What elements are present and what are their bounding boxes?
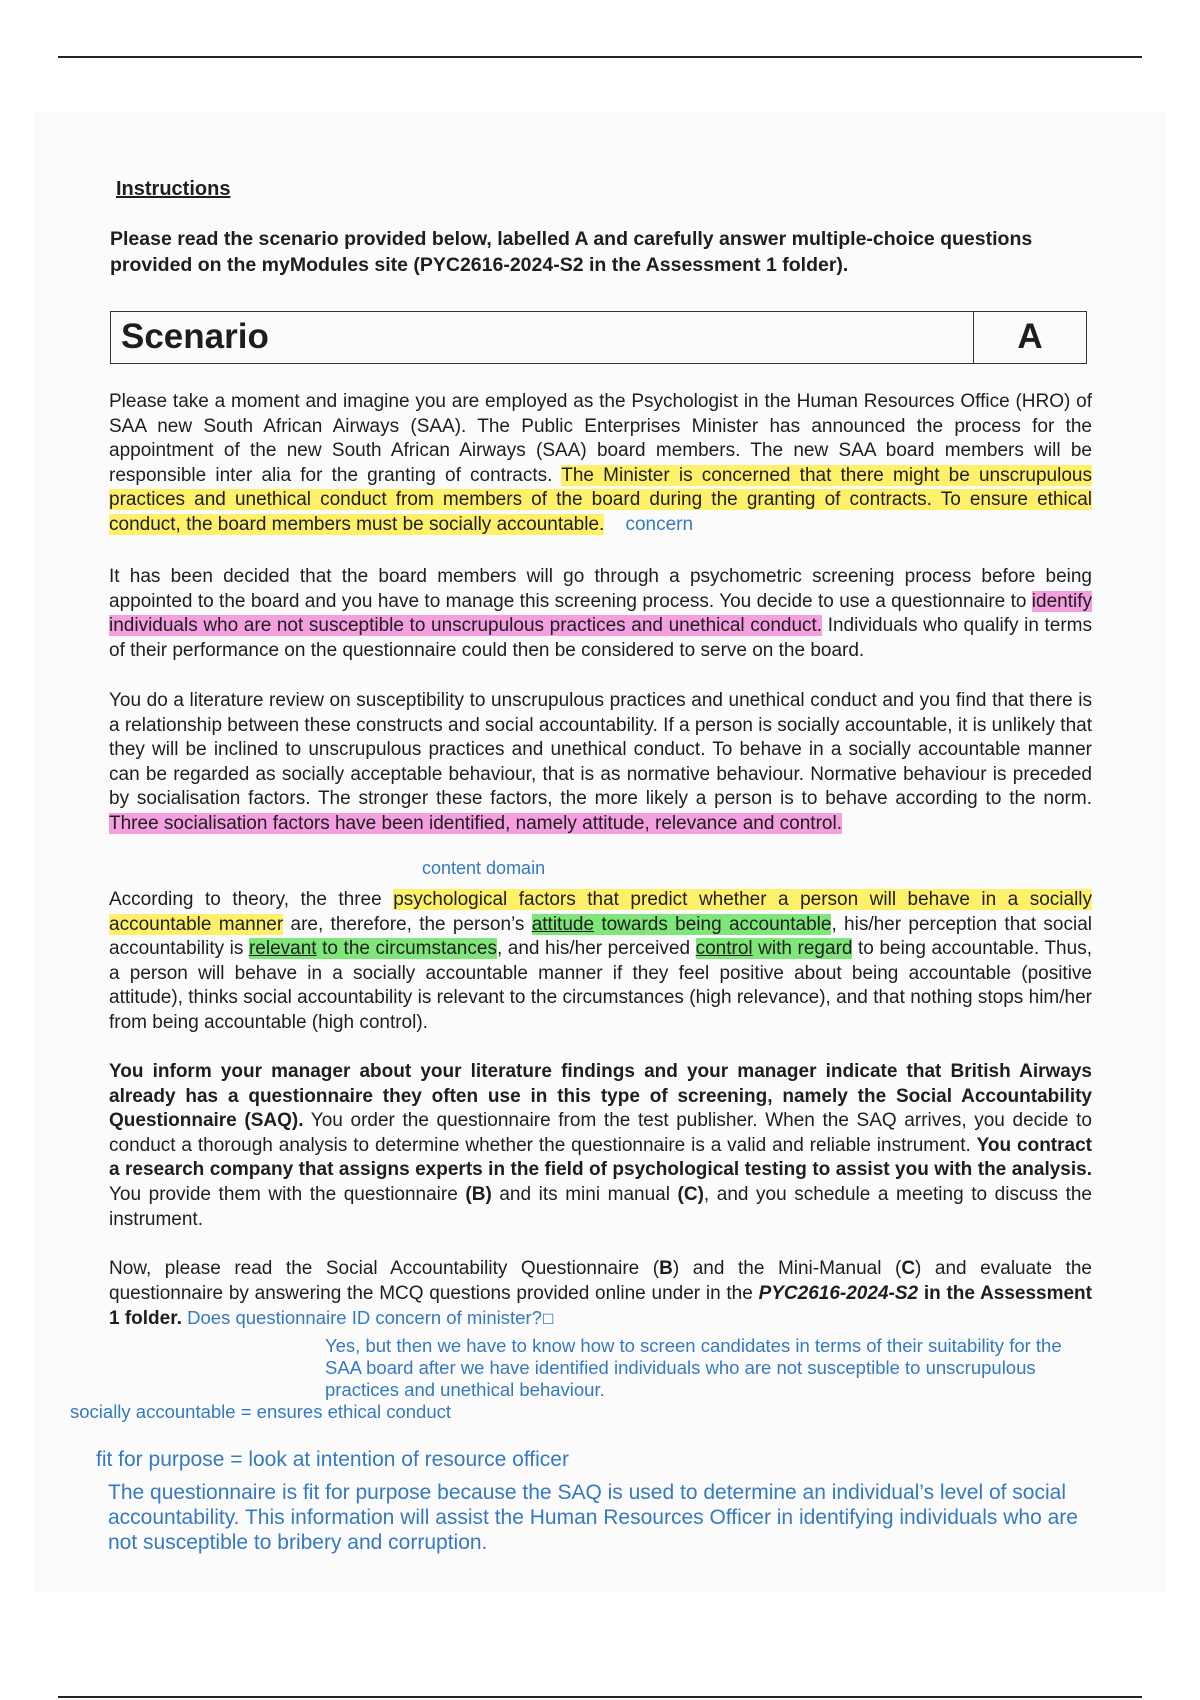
instructions-body: Please read the scenario provided below, labelled A and carefully answer multiple-choice questions provided on the myModules site (PYC2616-2024-S2 in the Assessment 1 folder). <box>110 228 1033 276</box>
p6-text-2: ) and the Mini-Manual ( <box>672 1258 902 1279</box>
paragraph-5 <box>109 1060 1092 1232</box>
p5-text-3: and its mini manual <box>491 1183 678 1205</box>
p5-label-b: (B) <box>465 1183 492 1205</box>
checkbox-glyph-icon: ☐ <box>541 1311 555 1328</box>
note-fit-for-purpose: fit for purpose = look at intention of resource officer <box>96 1448 569 1471</box>
p2-text-1: It has been decided that the board members will go through a psychometric screening process before being appointed to the board and you have to manage this screening process. You decide to use a questionnaire to <box>109 566 1092 612</box>
note-socially-accountable: socially accountable = ensures ethical conduct <box>70 1401 452 1422</box>
scenario-title: Scenario <box>111 312 974 363</box>
p4-text-2: are, therefore, the person’s <box>283 913 532 935</box>
p4-relevant-word: relevant <box>248 938 317 960</box>
p6-text-1: Now, please read the Social Accountability Questionnaire ( <box>109 1258 660 1279</box>
scenario-letter: A <box>1017 317 1043 356</box>
p6-text-3: ) and evaluate the questionnaire by answering the MCQ questions provided online under in the <box>109 1258 1092 1304</box>
scenario-header-box <box>110 311 1087 364</box>
p6-label-b: B <box>659 1258 673 1279</box>
p5-text-2: You provide them with the questionnaire <box>109 1183 466 1205</box>
paragraph-6 <box>109 1257 1092 1332</box>
p5-bold-1: You inform your manager about your literature findings and your manager indicate that British Airways already has a questionnaire they often use in this type of screening, namely the Social Accountability Questionnaire (SAQ). <box>109 1061 1092 1132</box>
p4-text-4: , and his/her perceived <box>496 938 696 960</box>
note-content-domain: content domain <box>422 858 546 878</box>
p4-highlight-control <box>696 938 853 959</box>
p6-label-c: C <box>901 1258 916 1279</box>
p4-control-word: control <box>695 938 753 960</box>
p4-highlight-relevant <box>249 938 497 959</box>
p4-highlight-attitude <box>532 914 832 935</box>
note-concern: concern <box>625 513 694 535</box>
p3-highlight: Three socialisation factors have been identified, namely attitude, relevance and control. <box>109 812 842 834</box>
p4-control-rest: with regard <box>752 938 853 960</box>
p3-text: You do a literature review on susceptibility to unscrupulous practices and unethical conduct and you find that there is a relationship between these constructs and social accountability. If a person is socially accountable, it is unlikely that they will be inclined to unscrupulous practices and unethical conduct. To behave in a socially accountable manner can be regarded as socially acceptable behaviour, that is as normative behaviour. Normative behaviour is preceded by socialisation factors. The stronger these factors, the more likely a person is to behave according to the norm. <box>109 690 1092 810</box>
p1-highlight: The Minister is concerned that there might be unscrupulous practices and unethical conduct from members of the board during the granting of contracts. To ensure ethical conduct, the board members must be socially accountable. <box>109 464 1092 535</box>
note-question: Does questionnaire ID concern of minister? <box>187 1307 542 1329</box>
p6-course-code: PYC2616-2024-S2 <box>758 1282 919 1304</box>
instructions-heading: Instructions <box>116 178 231 200</box>
p5-label-c: (C) <box>677 1183 704 1205</box>
p4-highlight-factors: psychological factors that predict whether a person will behave in a socially accountable manner <box>109 889 1093 935</box>
p4-attitude-word: attitude <box>531 913 595 935</box>
p2-text-2: Individuals who qualify in terms of their performance on the questionnaire could then be considered to serve on the board. <box>109 615 1092 661</box>
p4-text-3: , his/her perception that social accountability is <box>109 913 1092 960</box>
p5-text-4: , and you schedule a meeting to discuss the instrument. <box>109 1183 1092 1230</box>
paragraph-4 <box>109 888 1092 1036</box>
paragraph-1 <box>109 390 1092 538</box>
paragraph-2 <box>109 565 1092 663</box>
p4-text-1: According to theory, the three <box>109 889 394 910</box>
p5-bold-2: You contract a research company that assigns experts in the field of psychological testing to assist you with the analysis. <box>109 1134 1092 1181</box>
p4-relevant-rest: to the circumstances <box>316 938 497 960</box>
p6-bold-folder: in the Assessment 1 folder. <box>109 1282 1092 1330</box>
p2-highlight: identify individuals who are not susceptible to unscrupulous practices and unethical conduct. <box>109 590 1092 637</box>
bottom-rule <box>58 1696 1142 1698</box>
note-answer-screening: Yes, but then we have to know how to screen candidates in terms of their suitability for the SAA board after we have identified individuals who are not susceptible to unscrupulous practices and unethical behaviour. <box>325 1335 1062 1400</box>
note-fit-answer: The questionnaire is fit for purpose because the SAQ is used to determine an individual’s level of social accountability. This information will assist the Human Resources Officer in identifying individuals who are not susceptible to bribery and corruption. <box>108 1481 1078 1554</box>
paragraph-3 <box>109 689 1092 837</box>
p5-text-1: You order the questionnaire from the test publisher. When the SAQ arrives, you decide to conduct a thorough analysis to determine whether the questionnaire is a valid and reliable instrument. <box>109 1110 1092 1156</box>
top-rule <box>58 56 1142 58</box>
p4-attitude-rest: towards being accountable <box>594 913 832 935</box>
p4-text-5: to being accountable. Thus, a person will behave in a socially accountable manner if they feel positive about being accountable (positive attitude), thinks social accountability is relevant to the circumstances (high relevance), and that nothing stops him/her from being accountable (high control). <box>109 938 1092 1033</box>
p1-text: Please take a moment and imagine you are employed as the Psychologist in the Human Resources Office (HRO) of SAA new South African Airways (SAA). The Public Enterprises Minister has announced the process for the appointment of the new South African Airways (SAA) board members. The new SAA board members will be responsible inter alia for the granting of contracts. <box>109 391 1092 486</box>
